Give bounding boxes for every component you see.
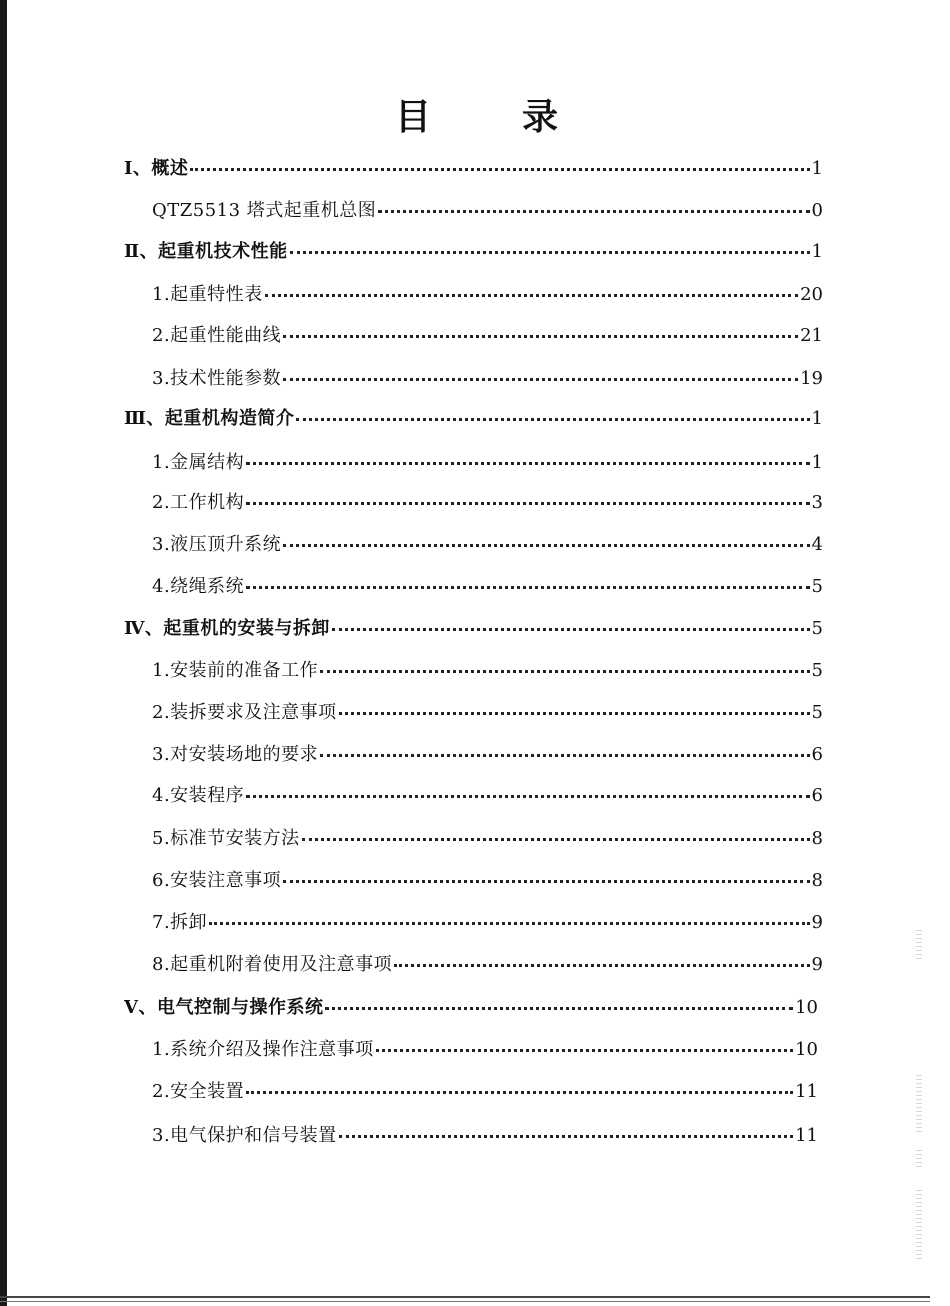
toc-section-entry [124,157,823,181]
scan-bottom-edge-secondary [0,1301,930,1302]
toc-entry-label: 1.起重特性表 [152,284,263,305]
toc-subsection-entry [152,953,823,977]
toc-section-entry [124,240,823,264]
toc-page-number: 1 [811,452,823,473]
toc-subsection-entry [152,911,823,935]
toc-entry-label: 3.液压顶升系统 [152,534,282,555]
toc-subsection-entry [152,659,823,683]
page-title [395,93,565,143]
toc-page-number: 4 [811,534,823,555]
toc-entry-label: Ⅳ、起重机的安装与拆卸 [124,618,330,639]
toc-subsection-entry [152,827,823,851]
toc-page-number: 10 [795,997,818,1018]
toc-subsection-entry [152,1124,818,1148]
toc-dot-leader [339,708,810,715]
toc-section-entry [124,407,823,431]
toc-entry-label: 8.起重机附着使用及注意事项 [152,954,393,975]
toc-dot-leader [246,791,809,798]
toc-entry-label: 2.起重性能曲线 [152,325,282,346]
toc-dot-leader [339,1131,793,1138]
toc-page-number: 11 [795,1081,818,1102]
toc-subsection-entry [152,575,823,599]
scan-speckle [916,1150,922,1170]
toc-page-number: 8 [811,828,823,849]
toc-page-number: 21 [800,325,823,346]
toc-subsection-entry [152,869,823,893]
toc-dot-leader [246,498,809,505]
scan-speckle [916,1075,922,1135]
toc-dot-leader [283,540,809,547]
toc-entry-label: QTZ5513 塔式起重机总图 [152,200,377,221]
toc-entry-label: 1.安装前的准备工作 [152,660,319,681]
toc-dot-leader [376,1045,793,1052]
toc-page-number: 9 [811,954,823,975]
page-title-char-2: 录 [522,97,559,138]
toc-entry-label: 2.工作机构 [152,492,245,513]
toc-dot-leader [302,834,810,841]
toc-entry-label: 5.标准节安装方法 [152,828,300,849]
toc-dot-leader [320,750,809,757]
toc-subsection-entry [152,491,823,515]
toc-page-number: 9 [811,912,823,933]
toc-subsection-entry [152,1038,818,1062]
toc-dot-leader [320,666,809,673]
toc-entry-label: 6.安装注意事项 [152,870,282,891]
toc-dot-leader [378,206,809,213]
scan-speckle [916,930,922,960]
toc-dot-leader [283,876,809,883]
toc-page-number: 20 [800,284,823,305]
toc-entry-label: 4.安装程序 [152,785,245,806]
toc-dot-leader [283,331,798,338]
toc-dot-leader [209,918,809,925]
toc-dot-leader [283,374,798,381]
toc-page-number: 19 [800,368,823,389]
toc-dot-leader [394,960,809,967]
toc-dot-leader [265,290,798,297]
toc-page-number: 1 [811,241,823,262]
toc-entry-label: Ⅲ、起重机构造简介 [124,408,295,429]
toc-page-number: 5 [811,576,823,597]
toc-dot-leader [325,1003,793,1010]
toc-page-number: 8 [811,870,823,891]
toc-subsection-entry [152,451,823,475]
toc-page-number: 1 [811,408,823,429]
toc-entry-label: Ⅱ、起重机技术性能 [124,241,288,262]
toc-subsection-entry [152,367,823,391]
toc-entry-label: 3.对安装场地的要求 [152,744,319,765]
toc-entry-label: Ⅰ、概述 [124,158,189,179]
toc-entry-label: 1.系统介绍及操作注意事项 [152,1039,374,1060]
toc-page-number: 10 [795,1039,818,1060]
toc-page-number: 11 [795,1125,818,1146]
toc-entry-label: 2.装拆要求及注意事项 [152,702,337,723]
toc-page-number: 3 [811,492,823,513]
scan-left-edge [0,0,7,1306]
toc-subsection-entry [152,784,823,808]
page-title-char-1: 目 [395,97,432,138]
toc-dot-leader [296,414,809,421]
toc-dot-leader [246,582,809,589]
toc-subsection-entry [152,1080,818,1104]
toc-subsection-entry [152,701,823,725]
toc-entry-label: 3.电气保护和信号装置 [152,1125,337,1146]
toc-subsection-entry [152,199,823,223]
toc-page-number: 5 [811,618,823,639]
toc-subsection-entry [152,743,823,767]
toc-entry-label: 2.安全装置 [152,1081,245,1102]
toc-dot-leader [246,1087,793,1094]
toc-entry-label: 3.技术性能参数 [152,368,282,389]
toc-entry-label: Ⅴ、电气控制与操作系统 [124,997,324,1018]
toc-page-number: 6 [811,785,823,806]
scan-bottom-edge [0,1296,930,1298]
toc-page-number: 5 [811,702,823,723]
toc-section-entry [124,617,823,641]
toc-entry-label: 1.金属结构 [152,452,245,473]
toc-page-number: 5 [811,660,823,681]
toc-page-number: 6 [811,744,823,765]
toc-entry-label: 4.绕绳系统 [152,576,245,597]
toc-subsection-entry [152,324,823,348]
toc-subsection-entry [152,533,823,557]
toc-subsection-entry [152,283,823,307]
toc-dot-leader [332,624,810,631]
toc-dot-leader [290,247,810,254]
toc-entry-label: 7.拆卸 [152,912,208,933]
toc-dot-leader [190,164,809,171]
toc-page-number: 1 [811,158,823,179]
toc-page-number: 0 [811,200,823,221]
toc-section-entry [124,996,818,1020]
toc-dot-leader [246,458,809,465]
scan-speckle [916,1190,922,1260]
